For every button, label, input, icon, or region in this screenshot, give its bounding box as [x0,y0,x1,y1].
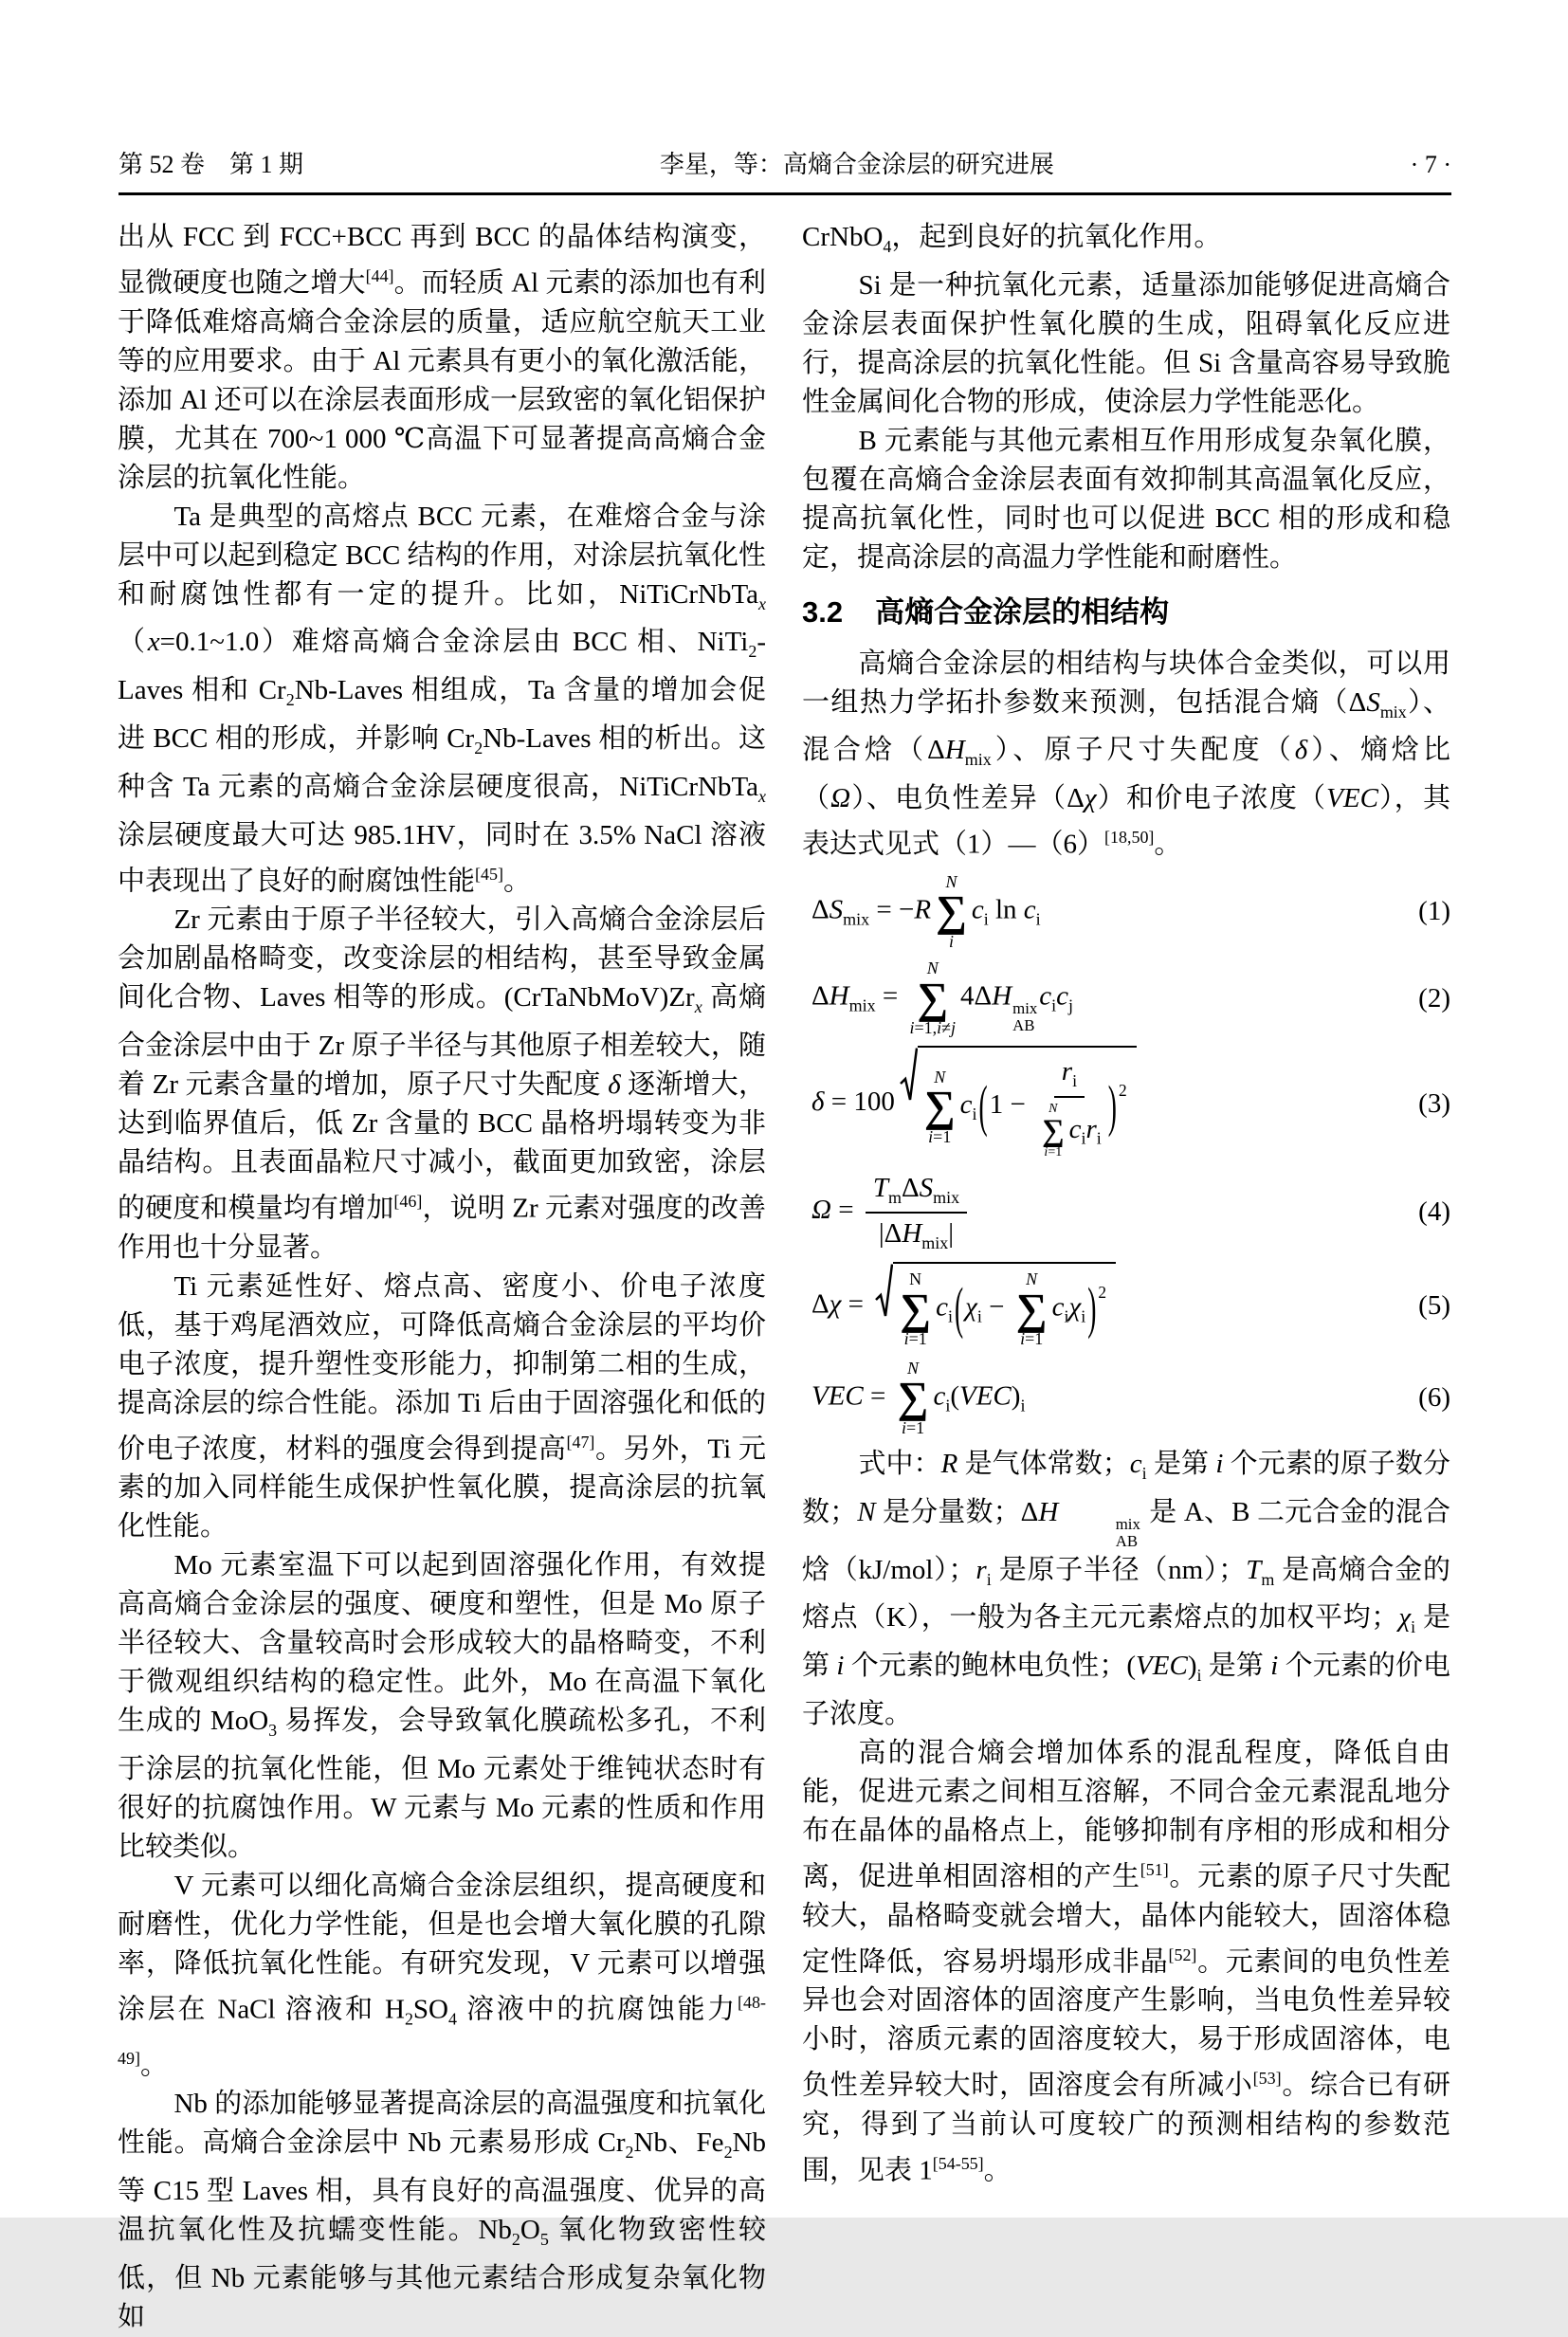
equation-4-formula: Ω = $\frac{T_m\Delta S_{mix}}{|\Delta H_{mix}|}$ [802,1170,1409,1254]
paragraph-mo-element: Mo 元素室温下可以起到固溶强化作用，有效提高高熵合金涂层的强度、硬度和塑性，但是 Mo 原子半径较大、含量较高时会形成较大的晶格畸变，不利于微观组织结构的稳定性。此外，Mo 在高温下氧化生成的 MoO$_3$ 易挥发，会导致氧化膜疏松多孔，不利于涂层的抗氧化性能，但 Mo 元素处于维钝状态时有很好的抗腐蚀作用。W 元素与 Mo 元素的性质和作用比较类似。 [118,1550,766,1863]
paragraph-b-element: B 元素能与其他元素相互作用形成复杂氧化膜，包覆在高熵合金涂层表面有效抑制其高温氧化反应，提高抗氧化性，同时也可以促进 BCC 相的形成和稳定，提高涂层的高温力学性能和耐磨性。 [802,425,1450,573]
section-number: 3.2 [802,594,844,629]
paragraph-symbol-definitions: 式中：R 是气体常数；$c_i$ 是第 i 个元素的原子数分数；N 是分量数；ΔH mix AB 是 A、B 二元合金的混合焓（kJ/mol）；$r_i$ 是原子半径（nm）；$T_m$ 是高熵合金的熔点（K），一般为各主元元素熔点的加权平均；$\chi_i$ 是第 i 个元素的鲍林电负性；$(VEC)_i$ 是第 i 个元素的价电子浓度。 [802,1449,1450,1729]
equation-6-formula: VEC = N ∑ i=1 $c_i(VEC)_i$ [811,1358,1026,1437]
equation-2 [802,959,1450,1038]
paragraph-ti-element: Ti 元素延性好、熔点高、密度小、价电子浓度低，基于鸡尾酒效应，可降低高熵合金涂层的平均价电子浓度，提升塑性变形能力，抑制第二相的生成，提高涂层的综合性能。添加 Ti 后由于固溶强化和低的价电子浓度，材料的强度会得到提高[47]。另外，Ti 元素的加入同样能生成保护性氧化膜，提高涂层的抗氧化性能。 [118,1270,766,1543]
equation-6-number: (6) [1418,1381,1450,1413]
equation-1-formula: $\Delta S_{mix} = -R$ N ∑ i $c_i$ $\ln c_i$ [811,871,1041,951]
paragraph-v-element: V 元素可以细化高熵合金涂层组织，提高硬度和耐磨性，优化力学性能，但是也会增大氧化膜的孔隙率，降低抗氧化性能。有研究发现，V 元素可以增强涂层在 NaCl 溶液和 $H_2SO_4$ 溶液中的抗腐蚀能力[48-49]。 [118,1871,766,2081]
paragraph-si-element: Si 是一种抗氧化元素，适量添加能够促进高熵合金涂层表面保护性氧化膜的生成，阻碍氧化反应进行，提高涂层的抗氧化性能。但 Si 含量高容易导致脆性金属间化合物的形成，使涂层力学性能恶化。 [802,269,1450,417]
page-number: · 7 · [1410,151,1451,178]
equation-1-number: (1) [1418,896,1450,927]
equation-3-formula: δ = 100 N ∑ i=1 $c_i(1$ − $r_i$ N ∑ i=1 $c_ir_i$ ) $^2$ [802,1046,1409,1162]
section-heading-3-2 [802,594,1450,631]
equation-1 [802,872,1450,952]
equation-2-formula: $\Delta H_{mix}$ = N ∑ i=1,i≠j 4ΔH mix AB $c_ic_j$ [811,959,1074,1038]
equation-3-number: (3) [1418,1088,1450,1120]
header-divider-line [119,192,1451,195]
paragraph-al-element-continuation: 出从 FCC 到 FCC+BCC 再到 BCC 的晶体结构演变，显微硬度也随之增大[44]。而轻质 Al 元素的添加也有利于降低难熔高熵合金涂层的质量，适应航空航天工业等的应用要求。由于 Al 元素具有更小的氧化激活能，添加 Al 还可以在涂层表面形成一层致密的氧化铝保护膜，尤其在 700~1 000 ℃高温下可显著提高高熵合金涂层的抗氧化性能。 [118,222,766,493]
volume-issue-label: 第 52 卷 第 1 期 [119,151,304,178]
paragraph-phase-structure-intro: 高熵合金涂层的相结构与块体合金类似，可以用一组热力学拓扑参数来预测，包括混合熵$(\Delta S_{mix})$、混合焓$(\Delta H_{mix})$、原子尺寸失配度（δ）、熵焓比（Ω）、电负性差异（Δχ）和价电子浓度（VEC），其表达式见式（1）—（6）[18,50]。 [802,648,1450,860]
paragraph-zr-element: Zr 元素由于原子半径较大，引入高熵合金涂层后会加剧晶格畸变，改变涂层的相结构，甚至导致金属间化合物、Laves 相等的形成。$(CrTaNbMoV)Zr_x$ 高熵合金涂层中由于 Zr 原子半径与其他原子相差较大，随着 Zr 元素含量的增加，原子尺寸失配度 δ 逐渐增大，达到临界值后，低 Zr 含量的 BCC 晶格坍塌转变为非晶结构。且表面晶粒尺寸减小，截面更加致密，涂层的硬度和模量均有增加[46]，说明 Zr 元素对强度的改善作用也十分显著。 [118,904,766,1263]
paragraph-mixing-entropy-discussion: 高的混合熵会增加体系的混乱程度，降低自由能，促进元素之间相互溶解，不同合金元素混乱地分布在晶体的晶格点上，能够抑制有序相的形成和相分离，促进单相固溶相的产生[51]。元素的原子尺寸失配较大，晶格畸变就会增大，晶体内能较大，固溶体稳定性降低，容易坍塌形成非晶[52]。元素间的电负性差异也会对固溶体的固溶度产生影响，当电负性差异较小时，溶质元素的固溶度较大，易于形成固溶体，电负性差异较大时，固溶度会有所减小[53]。综合已有研究，得到了当前认可度较广的预测相结构的参数范围，见表 1[54-55]。 [802,1737,1450,2186]
page-header [119,150,1451,179]
equation-5 [802,1262,1450,1351]
equation-5-number: (5) [1418,1290,1450,1322]
paragraph-ta-element: Ta 是典型的高熔点 BCC 元素，在难熔合金与涂层中可以起到稳定 BCC 结构的作用，对涂层抗氧化性和耐腐蚀性都有一定的提升。比如，NiTiCrNbTa$_x$（x=0.1~1.0）难熔高熵合金涂层由 BCC 相、NiTi$_2$-Laves 相和 $Cr_2Nb$-Laves 相组成，Ta 含量的增加会促进 BCC 相的形成，并影响 $Cr_2Nb$-Laves 相的析出。这种含 Ta 元素的高熵合金涂层硬度很高，NiTiCrNbTa$_x$ 涂层硬度最大可达 985.1HV，同时在 3.5% NaCl 溶液中表现出了良好的耐腐蚀性能[45]。 [118,501,767,897]
left-column [118,218,766,2337]
section-title: 高熵合金涂层的相结构 [875,594,1170,629]
equation-4-number: (4) [1418,1196,1450,1227]
running-title: 李星，等：高熵合金涂层的研究进展 [659,151,1054,178]
equation-3 [802,1046,1450,1162]
paragraph-crnbo4-continuation: CrNbO$_4$，起到良好的抗氧化作用。 [802,222,1222,256]
equation-6 [802,1359,1450,1438]
right-column [802,218,1450,2191]
paragraph-nb-element: Nb 的添加能够显著提高涂层的高温强度和抗氧化性能。高熵合金涂层中 Nb 元素易形成 $Cr_2Nb$、$Fe_2Nb$ 等 C15 型 Laves 相，具有良好的高温强度、优异的高温抗氧化性及抗蠕变性能。$Nb_2O_5$ 氧化物致密性较低，但 Nb 元素能够与其他元素结合形成复杂氧化物如 [118,2089,766,2332]
equation-5-formula: Δχ = N ∑ i=1 $c_i(\chi_i$ − N ∑ i=1 $c_i\chi_i$) $^2$ [802,1262,1409,1351]
equation-4 [802,1170,1450,1254]
equation-2-number: (2) [1418,982,1450,1013]
